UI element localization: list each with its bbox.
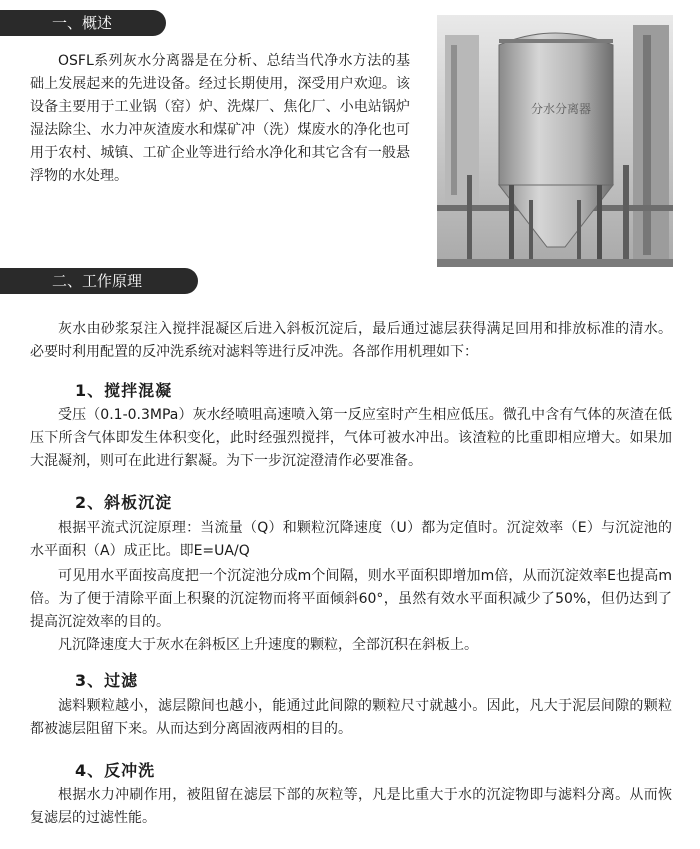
section-heading-text: 一、概述 — [52, 14, 113, 32]
product-photo — [437, 15, 673, 267]
section-heading-principle — [0, 268, 198, 294]
sedimentation-paragraph-3: 凡沉降速度大于灰水在斜板区上升速度的颗粒，全部沉积在斜板上。 — [58, 637, 478, 653]
tank-label: 分水分离器 — [530, 102, 592, 116]
subheading-filtration: 3、过滤 — [75, 671, 139, 690]
principle-intro: 灰水由砂浆泵注入搅拌混凝区后进入斜板沉淀后，最后通过滤层获得满足回用和排放标准的清水。必要时利用配置的反冲洗系统对滤料等进行反冲洗。各部作用机理如下： — [30, 321, 672, 360]
section-heading-text: 二、工作原理 — [52, 272, 143, 290]
backwash-paragraph: 根据水力冲刷作用，被阻留在滤层下部的灰粒等，凡是比重大于水的沉淀物即与滤料分离。从而恢复滤层的过滤性能。 — [30, 787, 672, 826]
subheading-mixing: 1、搅拌混凝 — [75, 381, 173, 400]
sedimentation-paragraph-2: 可见用水平面按高度把一个沉淀池分成m个间隔，则水平面积即增加m倍，从而沉淀效率E也提高m倍。为了便于清除平面上积聚的沉淀物而将平面倾斜60°，虽然有效水平面积减少了50%，但仍达到了提高沉淀效率的目的。 — [30, 568, 672, 630]
subheading-sedimentation: 2、斜板沉淀 — [75, 493, 173, 512]
sedimentation-paragraph-1: 根据平流式沉淀原理：当流量（Q）和颗粒沉降速度（U）都为定值时。沉淀效率（E）与沉淀池的水平面积（A）成正比。即E=UA/Q — [30, 520, 672, 559]
overview-paragraph: OSFL系列灰水分离器是在分析、总结当代净水方法的基础上发展起来的先进设备。经过长期使用，深受用户欢迎。该设备主要用于工业锅（窑）炉、洗煤厂、焦化厂、小电站锅炉湿法除尘、水力冲灰渣废水和煤矿冲（洗）煤废水的净化也可用于农村、城镇、工矿企业等进行给水净化和其它含有一般悬浮物的水处理。 — [30, 53, 410, 184]
filtration-paragraph: 滤料颗粒越小，滤层隙间也越小，能通过此间隙的颗粒尺寸就越小。因此，凡大于泥层间隙的颗粒都被滤层阻留下来。从而达到分离固液两相的目的。 — [30, 698, 672, 737]
section-heading-overview — [0, 10, 166, 36]
subheading-backwash: 4、反冲洗 — [75, 761, 156, 780]
mixing-paragraph: 受压（0.1-0.3MPa）灰水经喷咀高速喷入第一反应室时产生相应低压。微孔中含有气体的灰渣在低压下所含气体即发生体积变化，此时经强烈搅拌，气体可被水冲出。该渣粒的比重即相应增大。如果加大混凝剂，则可在此进行絮凝。为下一步沉淀澄清作必要准备。 — [30, 407, 672, 469]
